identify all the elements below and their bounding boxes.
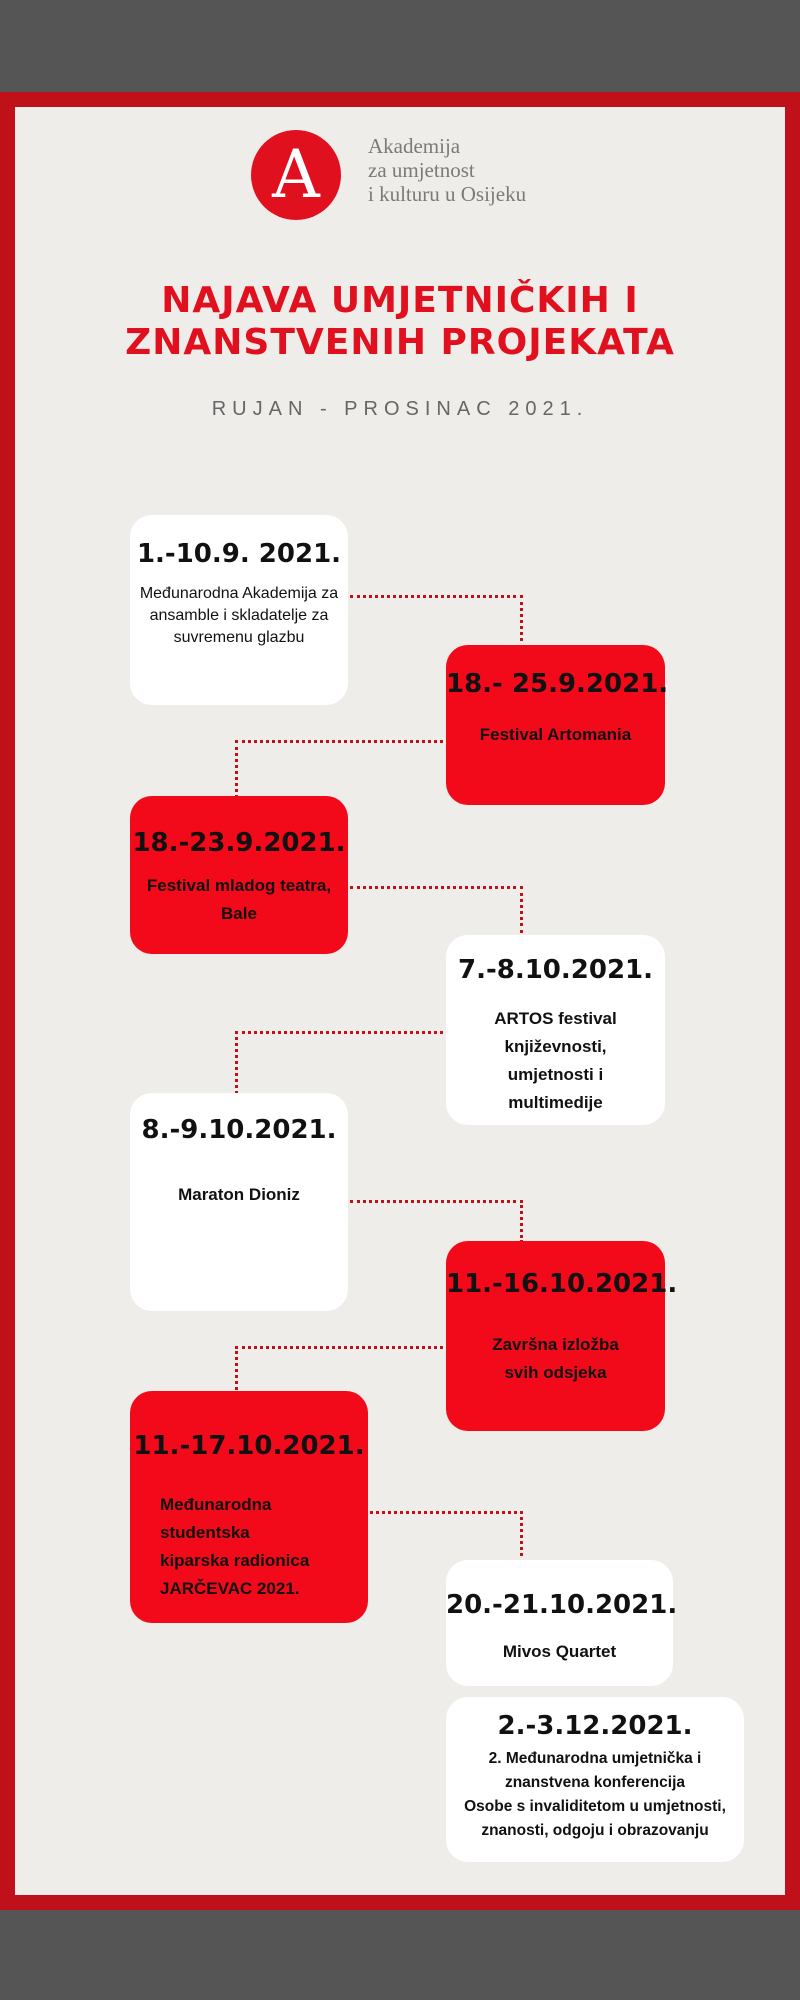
title-line: NAJAVA UMJETNIČKIH I [161,280,639,321]
event-date: 7.-8.10.2021. [457,955,654,985]
event-description-line: umjetnosti i [507,1065,604,1084]
connector-line [350,595,523,641]
institution-line: i kulturu u Osijeku [368,182,527,206]
date-range-subtitle: RUJAN - PROSINAC 2021. [211,398,589,420]
event-description-line: 2. Međunarodna umjetnička i [488,1750,702,1767]
institution-line: Akademija [368,134,461,158]
event-date: 18.-23.9.2021. [132,828,346,858]
event-description [130,1181,348,1209]
event-description [446,1331,665,1387]
event-description-line: multimedije [508,1093,603,1112]
connector-line [350,886,523,933]
title-line: ZNANSTVENIH PROJEKATA [125,322,675,363]
event-date: 20.-21.10.2021. [446,1590,678,1620]
page-title [60,280,740,364]
event-description-line: JARČEVAC 2021. [160,1579,300,1598]
event-card [130,515,348,705]
connector-line [350,1200,523,1243]
event-description [446,721,665,749]
institution-line: za umjetnost [368,158,475,182]
event-card [446,645,669,805]
event-description-line: Maraton Dioniz [178,1185,300,1204]
event-description-line: Mivos Quartet [502,1642,617,1661]
event-description [446,1638,673,1666]
event-description-line: Osobe s invaliditetom u umjetnosti, [464,1798,726,1815]
connector-line [235,740,443,798]
event-date: 11.-16.10.2021. [446,1269,678,1299]
event-description-line: ARTOS festival [494,1009,617,1028]
event-date: 18.- 25.9.2021. [446,669,669,699]
event-description-line: kiparska radionica [160,1551,310,1570]
event-description-line: književnosti, [504,1037,607,1056]
event-date: 2.-3.12.2021. [497,1711,693,1741]
event-description-line: svih odsjeka [504,1363,607,1382]
event-card [130,1093,348,1311]
event-description-line: ansamble i skladatelje za [149,607,329,624]
event-description-line: Bale [221,904,257,923]
event-description-line: Međunarodna Akademija za [139,585,339,602]
event-description [130,872,348,928]
event-description-line: Festival mladog teatra, [146,876,332,895]
connector-line [370,1511,523,1556]
event-card [130,796,348,954]
event-card [446,1560,678,1686]
event-description-line: suvremenu glazbu [173,629,305,646]
event-card [446,935,665,1125]
event-date: 11.-17.10.2021. [133,1431,365,1461]
event-description-line: Završna izložba [492,1335,619,1354]
event-description [446,1005,665,1117]
logo-letter: A [272,136,320,213]
academy-logo [251,130,341,220]
event-description [446,1747,744,1843]
institution-name [368,134,568,206]
event-card [130,1391,368,1623]
connector-line [235,1031,443,1094]
event-date: 8.-9.10.2021. [141,1115,337,1145]
event-description-line: znanstvena konferencija [504,1774,686,1791]
event-description-line: Međunarodna [160,1495,272,1514]
connector-line [235,1346,443,1395]
event-date: 1.-10.9. 2021. [136,539,342,569]
event-description [130,583,348,649]
event-card [446,1241,678,1431]
event-description-line: Festival Artomania [479,725,632,744]
event-card [446,1697,744,1862]
event-description [160,1491,368,1603]
event-description-line: znanosti, odgoju i obrazovanju [481,1822,709,1839]
event-description-line: studentska [160,1523,250,1542]
